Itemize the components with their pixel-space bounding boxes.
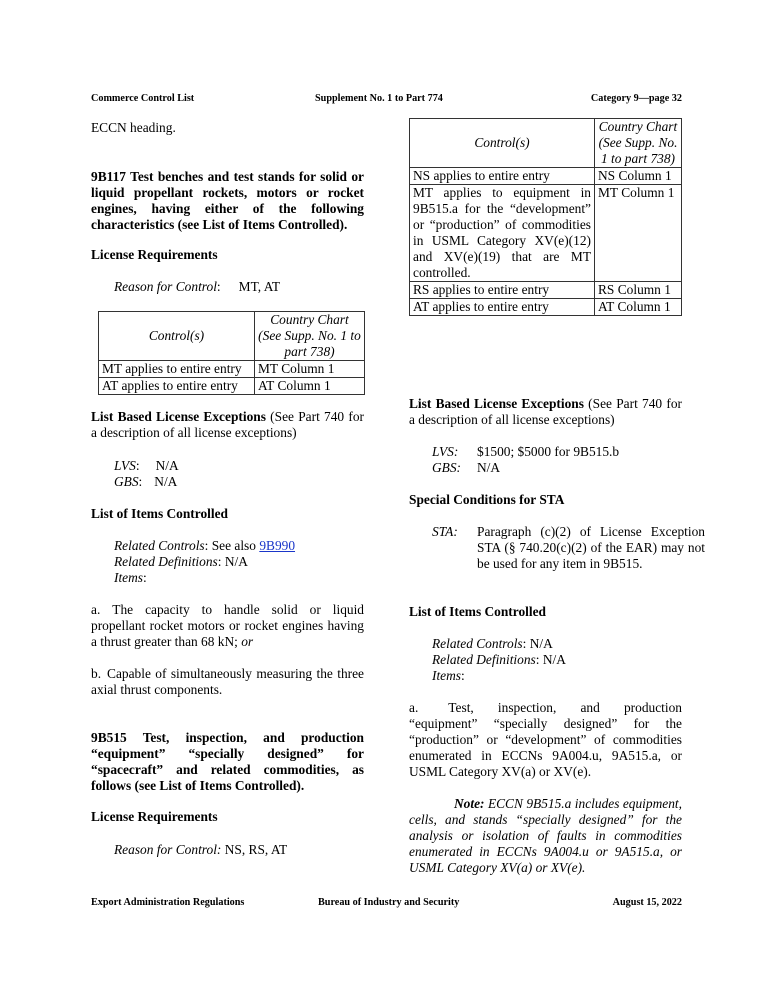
table-row: RS applies to entire entry RS Column 1 (410, 282, 682, 299)
table-row: AT applies to entire entry AT Column 1 (410, 299, 682, 316)
lvs-line-9b515: LVS: $1500; $5000 for 9B515.b (432, 444, 620, 459)
license-exceptions-section: List Based License Exceptions (See Part 740 for a description of all license exceptions) (91, 409, 364, 440)
header-doc-title: Commerce Control List (91, 93, 195, 104)
eccn-9b515-heading: 9B515 Test, inspection, and production “equipment” “specially designed” for “spacecraft” and related commodities, as follows (see List of Items Controlled). (91, 730, 364, 793)
license-control-table-9b515 (409, 118, 682, 316)
reason-for-control-9b515: Reason for Control: NS, RS, AT (114, 842, 288, 857)
sta-condition: STA: Paragraph (c)(2) of License Exception STA (§ 740.20(c)(2) of the EAR) may not be used for any item in 9B515. (432, 524, 705, 571)
footer-date: August 15, 2022 (612, 897, 682, 908)
table-row: MT applies to equipment in 9B515.a for the “development” or “production” of commodities in USML Category XV(e)(12) and XV(e)(19) that are MT controlled. MT Column 1 (410, 185, 682, 282)
license-exceptions-section-9b515: List Based License Exceptions (See Part 740 for a description of all license exceptions) (409, 396, 682, 427)
related-control-link-9b990[interactable]: 9B990 (259, 538, 296, 553)
items-label-9b515: Items: (432, 668, 465, 683)
col-header-country-chart: Country Chart (See Supp. No. 1 to part 738) (255, 312, 365, 361)
table-row: NS applies to entire entry NS Column 1 (410, 168, 682, 185)
reason-for-control: Reason for Control: MT, AT (114, 279, 281, 294)
items-label: Items: (114, 570, 147, 585)
items-controlled-heading-9b515: List of Items Controlled (409, 604, 546, 619)
table-header-row (99, 312, 365, 361)
related-controls: Related Controls: See also 9B990 (114, 538, 296, 553)
lvs-line: LVS: N/A (114, 458, 179, 473)
table-row: AT applies to entire entry AT Column 1 (99, 378, 365, 395)
eccn-9b117-heading: 9B117 Test benches and test stands for solid or liquid propellant rockets, motors or rocket engines, having either of the following characteristics (see List of Items Controlled). (91, 169, 364, 232)
gbs-line-9b515: GBS: N/A (432, 460, 501, 475)
related-controls-9b515: Related Controls: N/A (432, 636, 553, 651)
note-9b515a: Note: ECCN 9B515.a includes equipment, cells, and stands “specially designed” for the analysis or isolation of faults in commodities enumerated in ECCNs 9A004.u or 9A515.a, or USML Category XV(a) or XV(e). (409, 796, 682, 875)
license-control-table (98, 311, 365, 395)
header-supplement: Supplement No. 1 to Part 774 (315, 93, 443, 104)
col-header-controls: Control(s) (410, 119, 595, 168)
header-page-number: Category 9—page 32 (590, 93, 682, 104)
gbs-line: GBS: N/A (114, 474, 178, 489)
license-requirements-heading-9b515: License Requirements (91, 809, 218, 824)
item-b: b. Capable of simultaneously measuring the three axial thrust components. (91, 666, 364, 697)
item-a-9b515: a. Test, inspection, and production “equipment” “specially designed” for the “production” or “development” of commodities enumerated in ECCNs 9A004.u, 9A515.a, or USML Category XV(a) or XV(e). (409, 700, 682, 779)
footer-agency: Bureau of Industry and Security (318, 897, 460, 908)
col-header-controls: Control(s) (99, 312, 255, 361)
table-header-row (410, 119, 682, 168)
sta-conditions-heading: Special Conditions for STA (409, 492, 565, 507)
related-definitions: Related Definitions: N/A (114, 554, 248, 569)
continuation-text: ECCN heading. (91, 120, 176, 135)
table-row: MT applies to entire entry MT Column 1 (99, 361, 365, 378)
item-a: a. The capacity to handle solid or liquid propellant rocket motors or rocket engines having a thrust greater than 68 kN; or (91, 602, 364, 649)
footer-regulation-name: Export Administration Regulations (91, 897, 245, 908)
license-requirements-heading: License Requirements (91, 247, 218, 262)
col-header-country-chart: Country Chart (See Supp. No. 1 to part 738) (595, 119, 682, 168)
related-definitions-9b515: Related Definitions: N/A (432, 652, 566, 667)
items-controlled-heading: List of Items Controlled (91, 506, 228, 521)
